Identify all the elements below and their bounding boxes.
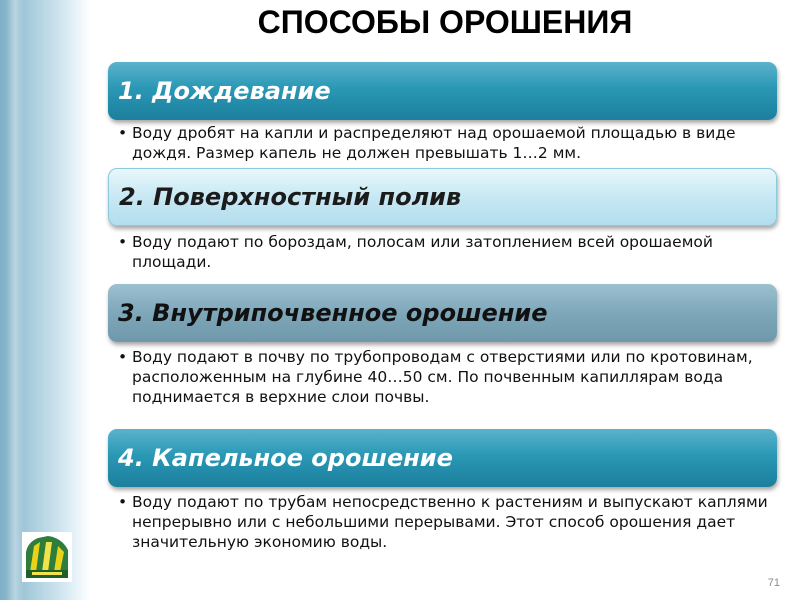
- section-body-2: [118, 232, 768, 272]
- section-text-4: Воду подают по трубам непосредственно к растениям и выпускают каплями непрерывно или с небольшими перерывами. Этот способ орошения дает значительную экономию воды.: [132, 493, 768, 551]
- list-item: [118, 232, 768, 272]
- list-item: [118, 123, 768, 163]
- bullet: •: [118, 493, 128, 511]
- section-body-3: [118, 347, 768, 407]
- section-heading-1: 1. Дождевание: [118, 77, 331, 105]
- bullet: •: [118, 348, 128, 366]
- slide-title: СПОСОБЫ ОРОШЕНИЯ: [257, 4, 633, 40]
- section-heading-4: 4. Капельное орошение: [118, 444, 453, 472]
- section-header-4: [108, 429, 777, 487]
- left-band-sheen: [6, 0, 24, 600]
- section-text-1: Воду дробят на капли и распределяют над орошаемой площадью в виде дождя. Размер капель не должен превышать 1…2 мм.: [132, 124, 736, 162]
- bullet: •: [118, 233, 128, 251]
- section-heading-2: 2. Поверхностный полив: [119, 183, 462, 211]
- list-item: [118, 347, 768, 407]
- section-text-2: Воду подают по бороздам, полосам или затоплением всей орошаемой площади.: [132, 233, 713, 271]
- university-logo-icon: [22, 532, 72, 582]
- section-header-3: [108, 284, 777, 342]
- section-header-2: [108, 168, 777, 226]
- section-heading-3: 3. Внутрипочвенное орошение: [118, 299, 548, 327]
- section-body-1: [118, 123, 768, 163]
- section-text-3: Воду подают в почву по трубопроводам с отверстиями или по кротовинам, расположенным на глубине 40…50 см. По почвенным капиллярам вода поднимается в верхние слои почвы.: [132, 348, 753, 406]
- section-body-4: [118, 492, 768, 552]
- page-number: 71: [767, 577, 780, 589]
- bullet: •: [118, 124, 128, 142]
- list-item: [118, 492, 768, 552]
- section-header-1: [108, 62, 777, 120]
